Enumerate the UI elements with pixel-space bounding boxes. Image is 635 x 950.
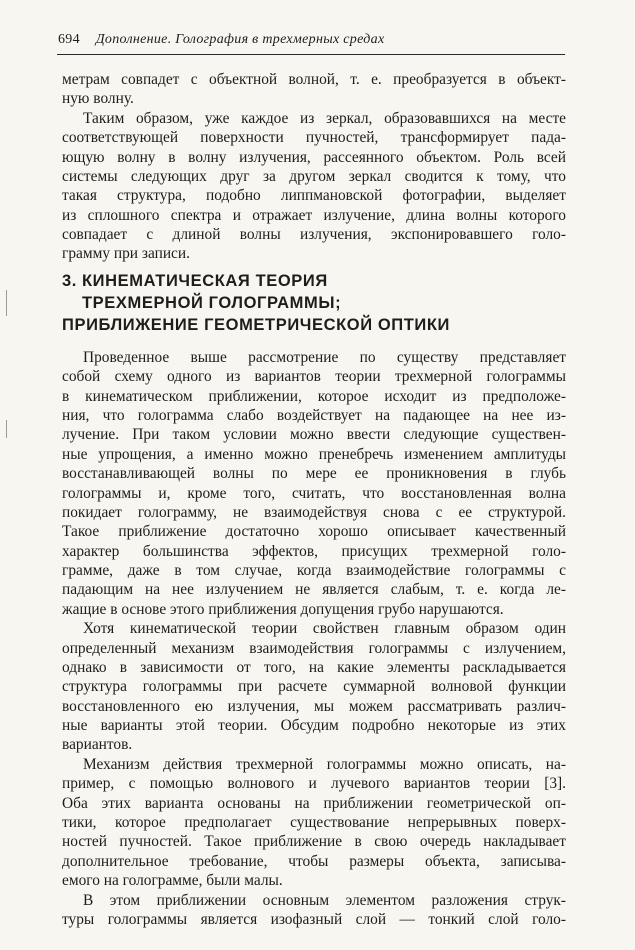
text-line: вариантов. [62,736,133,753]
text-line: восстанавливающей волны по мере ее проникновения в глубь [62,465,566,482]
text-line: ные упрощения, а именно можно пренебречь изменением амплитуды [62,446,566,463]
text-line: лучение. При таком условии можно ввести следующие существен- [62,426,566,443]
text-line: покидает голограмму, не взаимодействуя снова с ее структурой. [62,504,566,521]
text-line: метрам совпадет с объектной волной, т. е. преобразуется в объект- [62,71,566,88]
text-line: соответствующей поверхности пучностей, трансформирует пада- [62,129,566,146]
text-line: системы следующих друг за другом зеркал сводится к тому, что [62,168,566,185]
page-number: 694 [58,32,80,47]
text-line: жащие в основе этого приближения допущения грубо нарушаются. [62,601,504,618]
running-header [58,32,563,48]
text-line: структура голограммы при расчете суммарной волновой функции [62,678,566,695]
section-heading-line: КИНЕМАТИЧЕСКАЯ ТЕОРИЯ [82,272,328,290]
text-line: емого на голограмме, были малы. [62,872,283,889]
text-line: пример, с помощью волнового и лучевого вариантов теории [3]. [62,775,566,792]
text-line: голограммы и, кроме того, считать, что восстановленная волна [62,485,566,502]
text-line: восстановленного ею излучения, мы можем рассматривать различ- [62,698,566,715]
text-line: из сплошного спектра и отражает излучение, длина волны которого [62,207,566,224]
margin-mark [6,290,7,316]
text-line: ные варианты этой теории. Обсудим подробно некоторые из этих [62,717,566,734]
text-line: определенный механизм взаимодействия голограммы с излучением, [62,640,566,657]
section-number: 3. [62,272,77,290]
text-line: туры голограммы является изофазный слой — тонкий слой голо- [62,911,566,928]
section-heading-line: ТРЕХМЕРНОЙ ГОЛОГРАММЫ; [82,294,342,312]
header-rule [57,54,565,55]
text-line: ния, что голограмма слабо воздействует на падающее на нее из- [62,407,566,424]
text-line: такая структура, подобно липпмановской фотографии, выделяет [62,187,566,204]
text-line: В этом приближении основным элементом разложения струк- [83,892,566,909]
text-line: падающим на нее излучением не является слабым, т. е. когда ле- [62,581,566,598]
text-line: Хотя кинематической теории свойствен главным образом один [83,620,566,637]
text-line: грамме, даже в том случае, когда взаимодействие голограммы с [62,562,566,579]
running-title: Дополнение. Голография в трехмерных средах [95,32,385,47]
text-line: характер большинства эффектов, присущих трехмерной голо- [62,543,566,560]
text-line: дополнительное требование, чтобы размеры объекта, записыва- [62,853,566,870]
text-line: ностей пучностей. Такое приближение в свою очередь накладывает [62,833,566,850]
text-line: грамму при записи. [62,245,190,262]
section-heading-line: ПРИБЛИЖЕНИЕ ГЕОМЕТРИЧЕСКОЙ ОПТИКИ [62,316,451,334]
text-line: Оба этих варианта основаны на приближении геометрической оп- [62,795,566,812]
text-line: Проведенное выше рассмотрение по существу представляет [83,349,566,366]
text-line: Такое приближение достаточно хорошо описывает качественный [62,523,566,540]
text-line: ющую волну в волну излучения, рассеянного объектом. Роль всей [62,149,566,166]
text-line: совпадает с длиной волны излучения, экспонировавшего голо- [62,226,566,243]
text-line: ную волну. [62,90,134,107]
text-line: однако в зависимости от того, на какие элементы раскладывается [62,659,566,676]
text-line: Механизм действия трехмерной голограммы можно описать, на- [83,756,566,773]
margin-mark [6,420,7,438]
text-line: собой схему одного из вариантов теории трехмерной голограммы [62,368,566,385]
text-line: Таким образом, уже каждое из зеркал, образовавшихся на месте [83,110,566,127]
text-line: тики, которое предполагает существование непрерывных поверх- [62,814,566,831]
text-line: в кинематическом приближении, которое исходит из предположе- [62,388,566,405]
